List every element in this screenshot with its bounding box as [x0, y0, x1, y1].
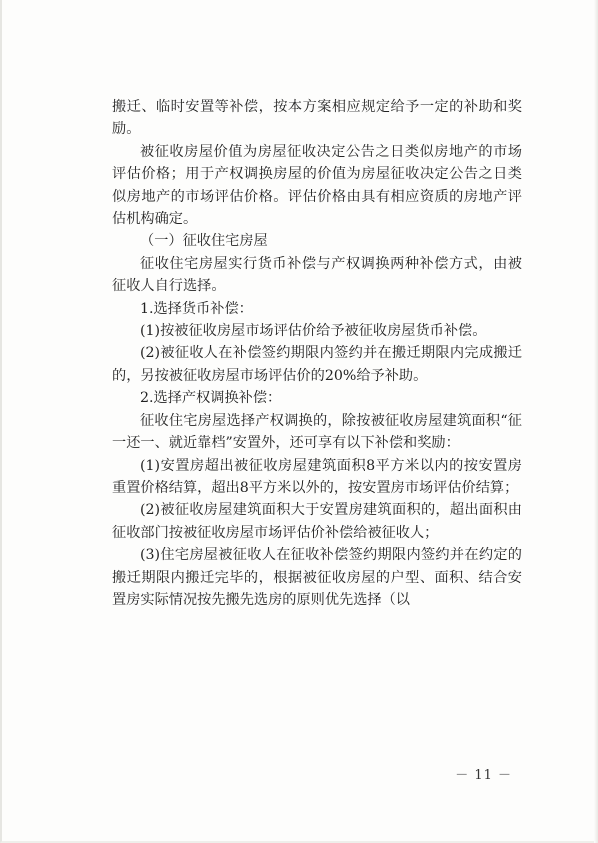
paragraph: 搬迁、临时安置等补偿，按本方案相应规定给予一定的补助和奖励。 [112, 99, 522, 138]
list-item: (1)按被征收房屋市场评估价给予被征收房屋货币补偿。 [140, 323, 487, 340]
page-edge [594, 0, 598, 843]
document-body [112, 96, 522, 611]
paragraph: 征收住宅房屋实行货币补偿与产权调换两种补偿方式，由被征收人自行选择。 [112, 255, 522, 295]
subsection-heading: 2.选择产权调换补偿： [140, 390, 282, 407]
list-item: (2)被征收人在补偿签约期限内签约并在搬迁期限内完成搬迁的，另按被征收房屋市场评估价的20%给予补助。 [112, 345, 522, 384]
page-number: － 11 － [455, 768, 512, 783]
list-item: (2)被征收房屋建筑面积大于安置房建筑面积的，超出面积由征收部门按被征收房屋市场评估价补偿给被征收人； [112, 502, 522, 541]
section-heading: （一）征收住宅房屋 [140, 233, 268, 250]
list-item: (3)住宅房屋被征收人在征收补偿签约期限内签约并在约定的搬迁期限内搬迁完毕的，根据被征收房屋的户型、面积、结合安置房实际情况按先搬先选房的原则优先选择（以 [112, 547, 522, 608]
paragraph: 被征收房屋价值为房屋征收决定公告之日类似房地产的市场评估价格；用于产权调换房屋的价值为房屋征收决定公告之日类似房地产的市场评估价格。评估价格由具有相应资质的房地产评估机构确定。 [112, 143, 522, 228]
list-item: (1)安置房超出被征收房屋建筑面积8平方米以内的按安置房重置价格结算，超出8平方米以外的，按安置房市场评估价结算； [112, 457, 522, 496]
subsection-heading: 1.选择货币补偿： [140, 300, 253, 317]
paragraph: 征收住宅房屋选择产权调换的，除按被征收房屋建筑面积“征一还一、就近靠档”安置外，还可享有以下补偿和奖励： [112, 412, 522, 452]
